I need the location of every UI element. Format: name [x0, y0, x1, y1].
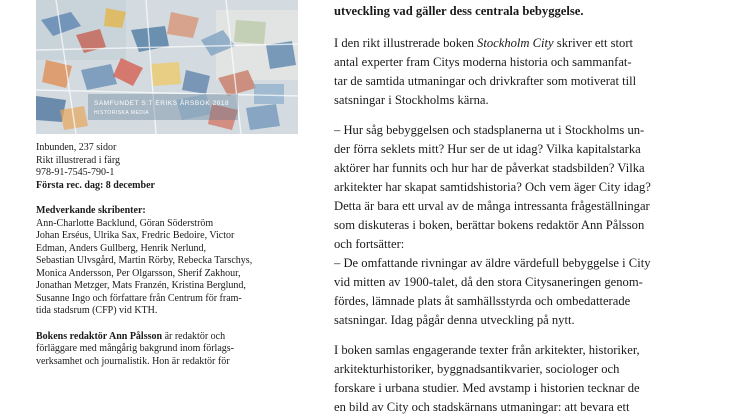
article-lead: utveckling vad gäller dess centrala bebyggelse.: [334, 4, 584, 18]
contributors-heading: Medverkande skribenter:: [36, 205, 146, 216]
book-title: Stockholm City: [477, 36, 554, 50]
book-cover-image: [36, 0, 298, 134]
article-body: [334, 0, 714, 419]
paragraph-line: antal experter fram Citys moderna historia och sammanfat-: [334, 55, 632, 69]
paragraph-line: der förra seklets mitt? Hur ser de ut idag? Vilka kapitalstarka: [334, 142, 641, 156]
cover-artwork: [36, 0, 298, 134]
contributors-line: Monica Andersson, Per Olgarsson, Sherif Zakhour,: [36, 267, 241, 279]
illustration-info: Rikt illustrerad i färg: [36, 154, 120, 166]
cover-publisher: HISTORISKA MEDIA: [94, 110, 150, 116]
paragraph-line: en bild av City och stadskärnans utmaningar: att bevara ett: [334, 400, 630, 414]
paragraph-line: fördes, lämnade plats åt samhällsstyrda och ombedatterade: [334, 294, 631, 308]
paragraph-line: arkitekter har skapat samtidshistoria? Och vem äger City idag?: [334, 180, 651, 194]
contributors-line: tida stadsrum (CFP) vid KTH.: [36, 305, 158, 316]
contributors-line: Johan Erséus, Ulrika Sax, Fredric Bedoire, Victor: [36, 230, 235, 241]
text-fragment: I den rikt illustrerade boken: [334, 36, 478, 50]
book-sidebar: [36, 0, 298, 419]
paragraph-line: och fortsätter:: [334, 237, 405, 251]
paragraph-intro: [334, 34, 714, 110]
paragraph-line: – De omfattande rivningar av äldre värdefull bebyggelse i City: [334, 256, 651, 270]
isbn: 978-91-7545-790-1: [36, 167, 115, 178]
cover-title: SAMFUNDET S:T ERIKS ÅRSBOK 2018: [94, 100, 230, 107]
paragraph-line: som diskuteras i boken, berättar bokens redaktör Ann Pålsson: [334, 218, 645, 232]
paragraph-line: vid mitten av 1900-talet, då den stora Citysaneringen genom-: [334, 275, 643, 289]
paragraph-closing: [334, 341, 714, 417]
contributors-line: Jonathan Metzger, Mats Franzén, Kristina Berglund,: [36, 280, 246, 291]
contributors-line: Ann-Charlotte Backlund, Göran Söderström: [36, 217, 214, 229]
binding-info: Inbunden, 237 sidor: [36, 142, 117, 153]
paragraph-line: satsningar. Idag pågår denna utveckling på nytt.: [334, 313, 575, 327]
paragraph-line: I boken samlas engagerande texter från arkitekter, historiker,: [334, 343, 640, 357]
paragraph-line: arkitekturhistoriker, byggnadsantikvarier, sociologer och: [334, 362, 620, 376]
paragraph-line: tar de samtida utmaningar och drivkrafter som motiverat till: [334, 74, 637, 88]
paragraph-line: – Hur såg bebyggelsen och stadsplanerna ut i Stockholms un-: [334, 123, 645, 137]
editor-bio-line: förläggare med mångårig bakgrund inom förlags-: [36, 343, 234, 354]
contributors-line: Edman, Anders Gullberg, Henrik Nerlund,: [36, 242, 207, 254]
paragraph-line: Detta är bara ett urval av de många intressanta frågeställningar: [334, 199, 650, 213]
contributors-list: [36, 218, 298, 318]
paragraph-line: forskare i urbana studier. Med avstamp i historien tecknar de: [334, 381, 640, 395]
editor-bio: [36, 331, 298, 369]
editor-bio-text: är redaktör och: [162, 330, 226, 342]
release-date: Första rec. dag: 8 december: [36, 179, 155, 191]
paragraph-line: aktörer har funnits och hur har de påverkat stadsbilden? Vilka: [334, 161, 645, 175]
book-meta: [36, 142, 298, 192]
contributors-line: Susanne Ingo och författare från Centrum för fram-: [36, 292, 242, 304]
paragraph-line: satsningar i Stockholms kärna.: [334, 93, 489, 107]
editor-bio-line: verksamhet och journalistik. Hon är redaktör för: [36, 355, 230, 367]
paragraph-quote: [334, 121, 714, 330]
text-fragment: skriver ett stort: [553, 36, 634, 50]
contributors-line: Sebastian Ulvsgård, Martin Rörby, Rebecka Tarschys,: [36, 255, 253, 266]
paragraph-line: [334, 34, 714, 53]
editor-bio-line: [36, 331, 298, 344]
editor-name: Bokens redaktör Ann Pålsson: [36, 330, 163, 342]
